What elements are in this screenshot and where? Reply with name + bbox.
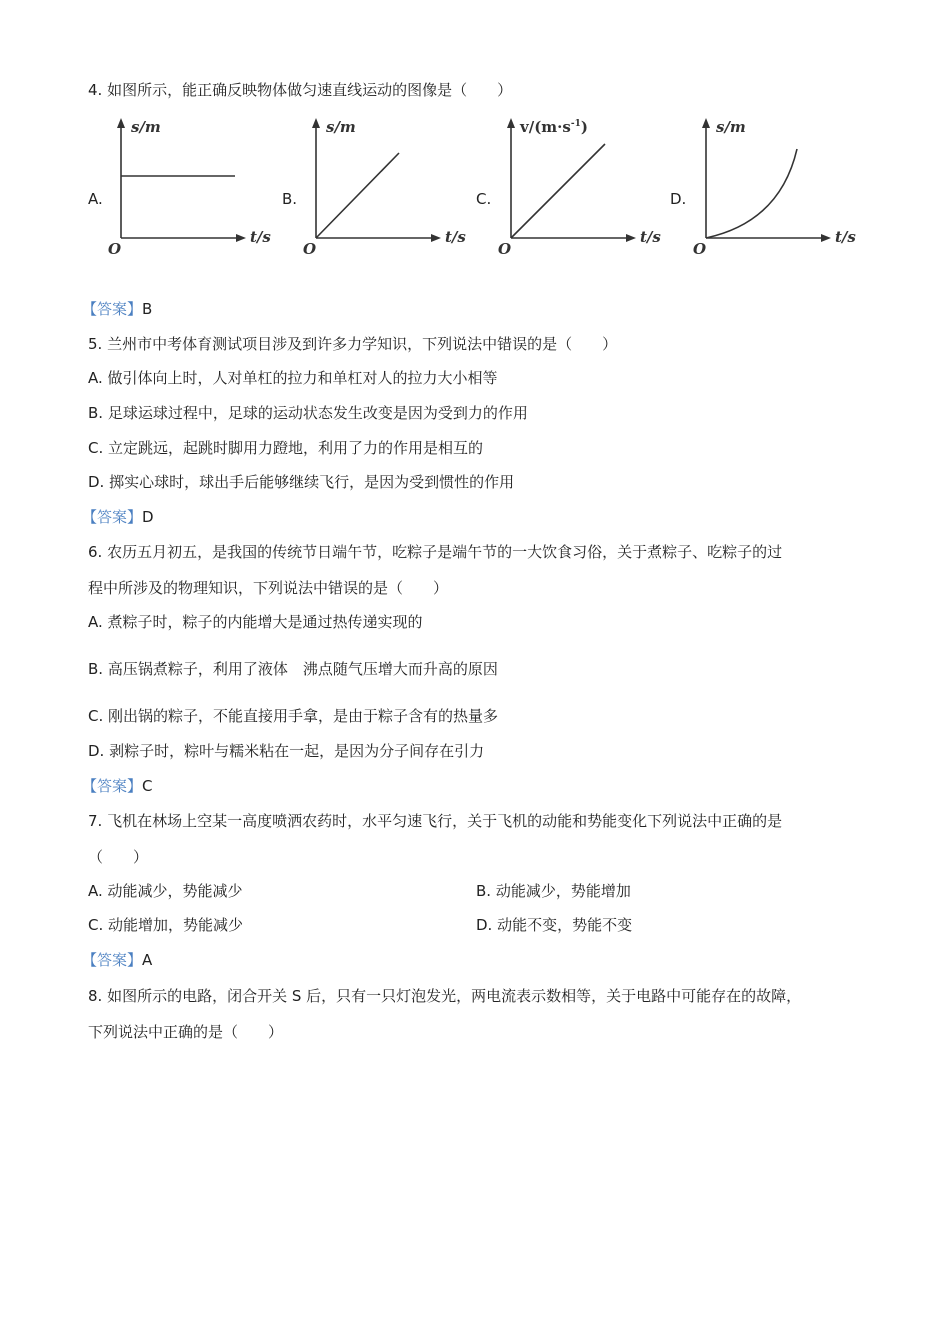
graph-d-ylabel: s/m xyxy=(716,118,746,136)
q7-stem-line1: 7. 飞机在林场上空某一高度喷洒农药时，水平匀速飞行，关于飞机的动能和势能变化下列说法中正确的是 xyxy=(88,812,783,830)
q6-option-a: A. 煮粽子时，粽子的内能增大是通过热传递实现的 xyxy=(88,613,423,631)
q8-stem-line2: 下列说法中正确的是（ ） xyxy=(88,1023,284,1041)
q4-option-b-label: B. xyxy=(282,190,298,208)
graph-c-origin: O xyxy=(498,240,512,258)
graph-b xyxy=(295,112,475,262)
q5-option-a: A. 做引体向上时，人对单杠的拉力和单杠对人的拉力大小相等 xyxy=(88,369,498,387)
q4-answer xyxy=(82,298,152,320)
q4-stem: 4. 如图所示，能正确反映物体做匀速直线运动的图像是（ ） xyxy=(88,81,513,99)
graph-b-x-arrow xyxy=(431,234,441,242)
q7-option-a: A. 动能减少，势能减少 xyxy=(88,882,243,900)
answer-tag: 【答案】 xyxy=(82,951,143,969)
graph-d-y-arrow xyxy=(702,118,710,128)
answer-tag: 【答案】 xyxy=(82,300,143,318)
q6-stem-line2: 程中所涉及的物理知识，下列说法中错误的是（ ） xyxy=(88,579,449,597)
graph-c xyxy=(490,112,670,262)
q6-answer xyxy=(82,775,153,797)
q7-option-d: D. 动能不变，势能不变 xyxy=(476,916,633,934)
q7-option-b: B. 动能减少，势能增加 xyxy=(476,882,631,900)
graph-c-y-arrow xyxy=(507,118,515,128)
q6-stem-line1: 6. 农历五月初五，是我国的传统节日端午节，吃粽子是端午节的一大饮食习俗，关于煮粽子、吃粽子的过 xyxy=(88,543,783,561)
q4-option-a-label: A. xyxy=(88,190,103,208)
graph-d-origin: O xyxy=(693,240,707,258)
graph-a-origin: O xyxy=(108,240,122,258)
q7-answer xyxy=(82,949,152,971)
q7-option-c: C. 动能增加，势能减少 xyxy=(88,916,244,934)
answer-tag: 【答案】 xyxy=(82,777,143,795)
q6-option-d: D. 剥粽子时，粽叶与糯米粘在一起，是因为分子间存在引力 xyxy=(88,742,485,760)
graph-a-ylabel: s/m xyxy=(131,118,161,136)
answer-value: B xyxy=(142,300,153,318)
answer-value: D xyxy=(142,508,154,526)
q5-answer xyxy=(82,506,154,528)
q7-stem-line2: （ ） xyxy=(88,848,149,866)
q5-option-c: C. 立定跳远，起跳时脚用力蹬地，利用了力的作用是相互的 xyxy=(88,439,484,457)
graph-d-xlabel: t/s xyxy=(835,228,856,246)
graph-c-ylabel: $v/(m\cdot s^{-1})$ xyxy=(520,118,588,136)
q5-option-d: D. 掷实心球时，球出手后能够继续飞行，是因为受到惯性的作用 xyxy=(88,473,515,491)
q5-stem: 5. 兰州市中考体育测试项目涉及到许多力学知识，下列说法中错误的是（ ） xyxy=(88,335,618,353)
graph-d-x-arrow xyxy=(821,234,831,242)
q4-option-d-label: D. xyxy=(670,190,687,208)
graph-a xyxy=(100,112,280,262)
graph-c-xlabel: t/s xyxy=(640,228,661,246)
graph-c-x-arrow xyxy=(626,234,636,242)
graph-b-origin: O xyxy=(303,240,317,258)
graph-d xyxy=(685,112,865,262)
q6-option-b: B. 高压锅煮粽子，利用了液体 沸点随气压增大而升高的原因 xyxy=(88,660,498,678)
graph-a-xlabel: t/s xyxy=(250,228,271,246)
graph-b-xlabel: t/s xyxy=(445,228,466,246)
q6-option-c: C. 刚出锅的粽子，不能直接用手拿，是由于粽子含有的热量多 xyxy=(88,707,499,725)
graph-a-y-arrow xyxy=(117,118,125,128)
graph-d-curve xyxy=(706,149,797,238)
graph-b-line xyxy=(316,153,399,238)
q8-stem-line1: 8. 如图所示的电路，闭合开关 S 后，只有一只灯泡发光，两电流表示数相等，关于电路中可能存在的故障， xyxy=(88,987,802,1005)
graph-c-line xyxy=(511,144,605,238)
graph-b-y-arrow xyxy=(312,118,320,128)
answer-value: C xyxy=(142,777,153,795)
answer-value: A xyxy=(142,951,153,969)
graph-a-x-arrow xyxy=(236,234,246,242)
graph-b-ylabel: s/m xyxy=(326,118,356,136)
q5-option-b: B. 足球运球过程中，足球的运动状态发生改变是因为受到力的作用 xyxy=(88,404,528,422)
answer-tag: 【答案】 xyxy=(82,508,143,526)
q4-option-c-label: C. xyxy=(476,190,492,208)
